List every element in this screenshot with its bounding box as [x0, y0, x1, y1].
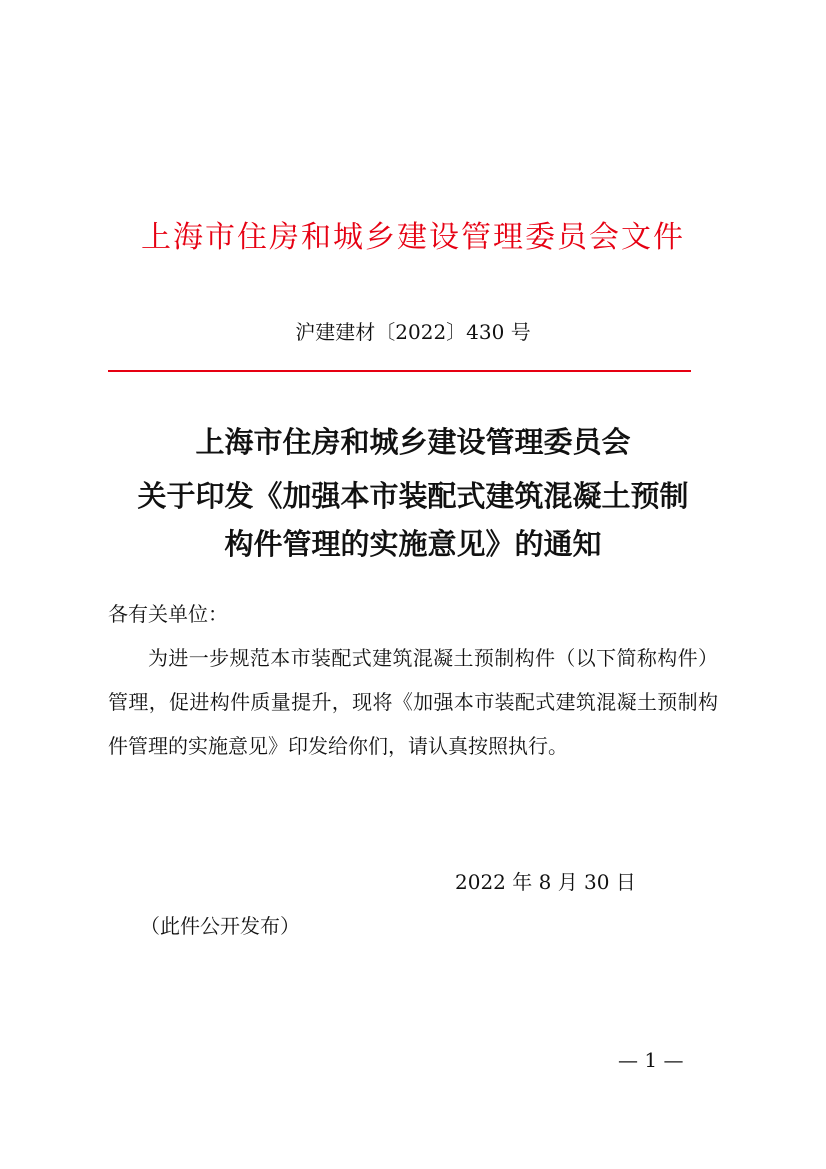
- salutation: 各有关单位：: [108, 602, 228, 626]
- red-separator-line: [108, 370, 691, 372]
- page-number: — 1 —: [618, 1048, 684, 1072]
- body-paragraph-container: [108, 636, 718, 768]
- document-number: 沪建建材〔2022〕430 号: [295, 320, 531, 344]
- document-title-line-3: 构件管理的实施意见》的通知: [224, 527, 602, 561]
- issuer-header-title: 上海市住房和城乡建设管理委员会文件: [141, 220, 685, 255]
- issue-date: 2022 年 8 月 30 日: [455, 870, 636, 894]
- document-title-line-1: 上海市住房和城乡建设管理委员会: [195, 425, 631, 459]
- body-paragraph: 为进一步规范本市装配式建筑混凝土预制构件（以下简称构件）管理，促进构件质量提升，现将《加强本市装配式建筑混凝土预制构件管理的实施意见》印发给你们，请认真按照执行。: [108, 646, 718, 758]
- publish-note: （此件公开发布）: [140, 914, 300, 938]
- document-title-line-2: 关于印发《加强本市装配式建筑混凝土预制: [137, 479, 689, 513]
